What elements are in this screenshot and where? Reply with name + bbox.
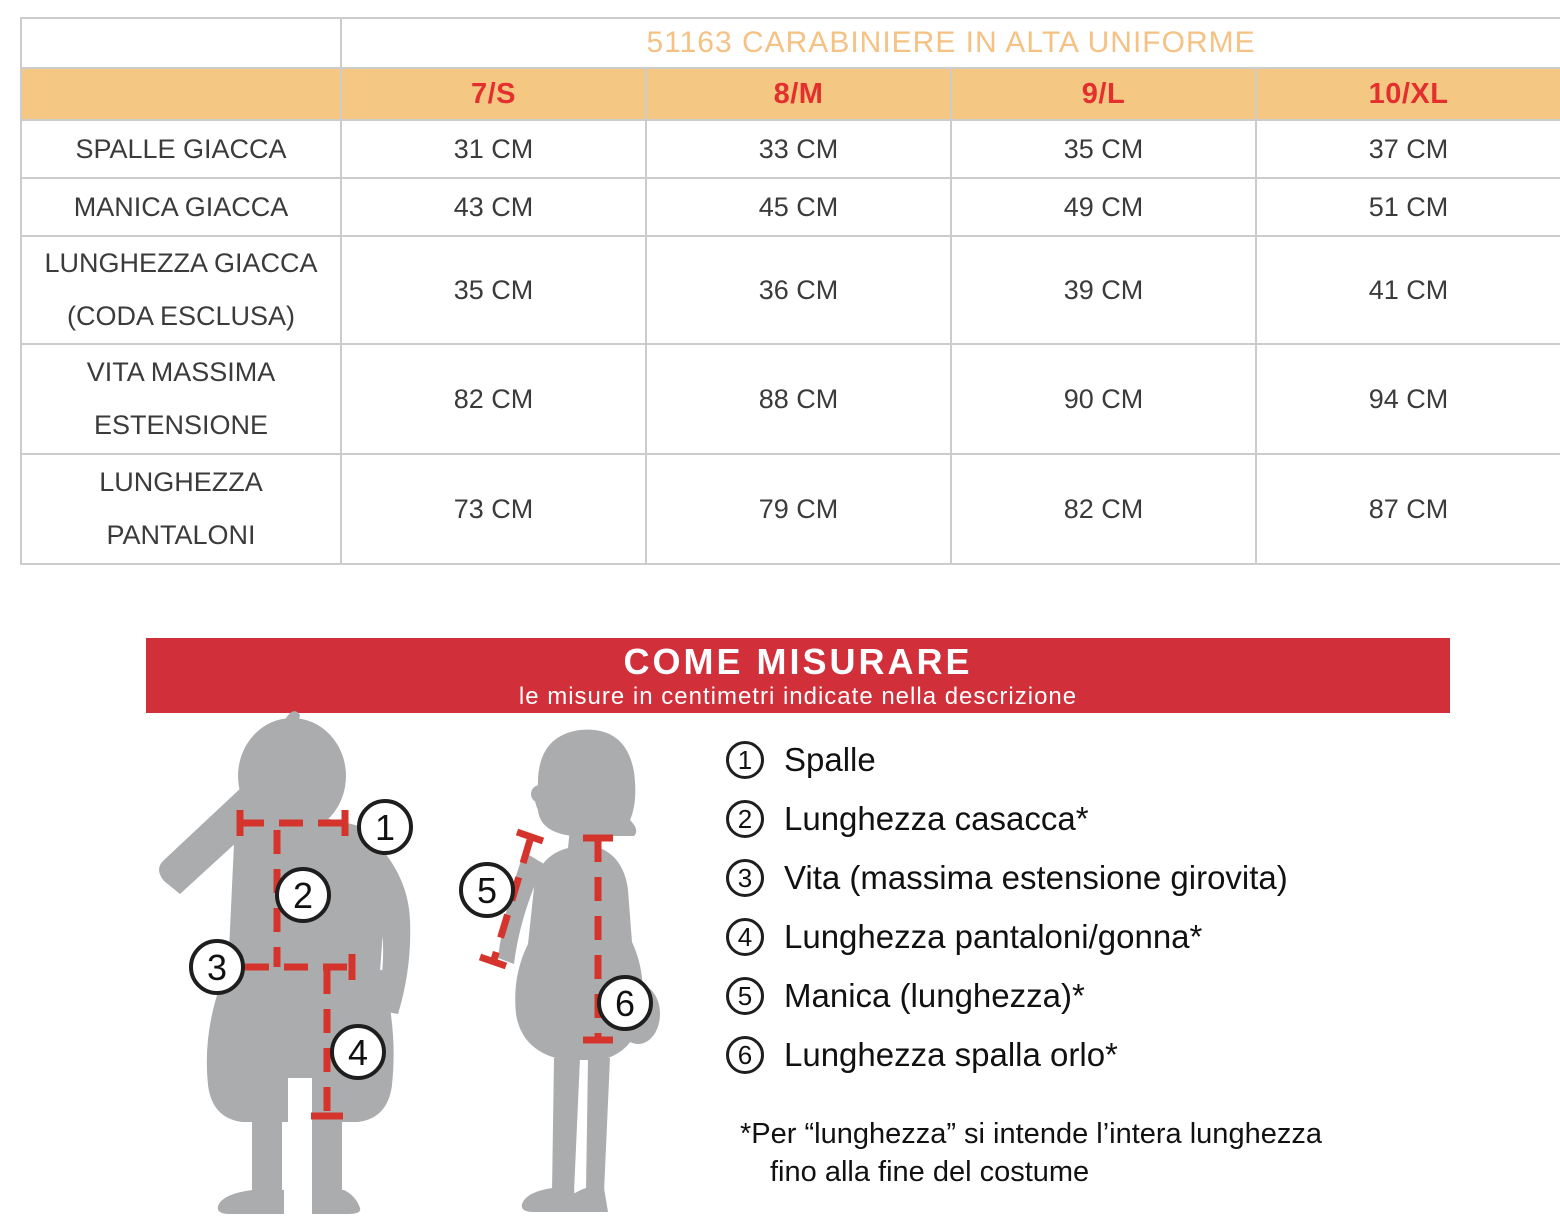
list-marker-6: 6: [726, 1036, 764, 1074]
list-item-spalle: [726, 740, 1506, 780]
cell-value: 82 CM: [341, 344, 646, 454]
list-marker-1: 1: [726, 741, 764, 779]
cell-value: 39 CM: [951, 236, 1256, 344]
svg-text:2: 2: [292, 875, 314, 916]
svg-text:4: 4: [347, 1032, 369, 1073]
list-marker-3: 3: [726, 859, 764, 897]
banner-subtitle: le misure in centimetri indicate nella descrizione: [518, 683, 1078, 710]
product-title: 51163 CARABINIERE IN ALTA UNIFORME: [341, 18, 1560, 68]
row-label-line2: PANTALONI: [106, 520, 256, 550]
footnote-line2: fino alla fine del costume: [770, 1156, 1090, 1188]
svg-text:3: 3: [206, 947, 228, 988]
row-label-line1: LUNGHEZZA: [99, 467, 263, 497]
size-table: [20, 17, 1560, 565]
row-label: [21, 344, 341, 454]
row-lunghezza-giacca: [21, 236, 1560, 344]
row-label: [21, 236, 341, 344]
diagram-marker-6: [599, 977, 651, 1029]
cell-value: 37 CM: [1256, 120, 1560, 178]
measurement-diagram: [140, 710, 700, 1219]
row-label: [21, 178, 341, 236]
cell-value: 36 CM: [646, 236, 951, 344]
svg-text:5: 5: [476, 870, 498, 911]
cell-value: 87 CM: [1256, 454, 1560, 564]
cell-value: 31 CM: [341, 120, 646, 178]
cell-value: 45 CM: [646, 178, 951, 236]
cell-value: 49 CM: [951, 178, 1256, 236]
cell-value: 94 CM: [1256, 344, 1560, 454]
cell-value: 41 CM: [1256, 236, 1560, 344]
list-label: Lunghezza spalla orlo*: [784, 1036, 1118, 1073]
list-marker-2: 2: [726, 800, 764, 838]
diagram-marker-5: [461, 864, 513, 916]
sizes-header-empty-cell: [21, 68, 341, 120]
row-label: [21, 454, 341, 564]
list-item-vita: [726, 858, 1506, 898]
table-corner-cell: [21, 18, 341, 68]
cell-value: 88 CM: [646, 344, 951, 454]
list-marker-5: 5: [726, 977, 764, 1015]
girl-silhouette: [498, 730, 660, 1212]
list-item-manica: [726, 976, 1506, 1016]
list-label: Vita (massima estensione girovita): [784, 859, 1288, 896]
cell-value: 35 CM: [951, 120, 1256, 178]
cell-value: 51 CM: [1256, 178, 1560, 236]
title-row: [21, 18, 1560, 68]
list-item-lunghezza-spalla-orlo: [726, 1035, 1506, 1075]
svg-text:1: 1: [374, 807, 396, 848]
row-spalle-giacca: [21, 120, 1560, 178]
cell-value: 73 CM: [341, 454, 646, 564]
list-label: Lunghezza casacca*: [784, 800, 1089, 837]
measure-list: [726, 740, 1506, 1191]
row-label-line1: LUNGHEZZA GIACCA: [44, 248, 318, 278]
cell-value: 79 CM: [646, 454, 951, 564]
row-label-line2: (CODA ESCLUSA): [66, 301, 296, 331]
diagram-marker-4: [332, 1026, 384, 1078]
list-item-lunghezza-casacca: [726, 799, 1506, 839]
list-label: Lunghezza pantaloni/gonna*: [784, 918, 1203, 955]
list-label: Spalle: [784, 741, 876, 778]
row-lunghezza-pantaloni: [21, 454, 1560, 564]
come-misurare-banner: [146, 638, 1450, 713]
list-label: Manica (lunghezza)*: [784, 977, 1085, 1014]
size-col-header-7s: 7/S: [341, 68, 646, 120]
size-col-header-10xl: 10/XL: [1256, 68, 1560, 120]
cell-value: 33 CM: [646, 120, 951, 178]
diagram-marker-2: [277, 869, 329, 921]
row-label-line1: MANICA GIACCA: [73, 191, 289, 222]
row-vita-massima: [21, 344, 1560, 454]
list-marker-4: 4: [726, 918, 764, 956]
cell-value: 90 CM: [951, 344, 1256, 454]
row-label-line2: ESTENSIONE: [93, 410, 269, 440]
cell-value: 82 CM: [951, 454, 1256, 564]
sizes-header-row: [21, 68, 1560, 120]
row-label: [21, 120, 341, 178]
row-manica-giacca: [21, 178, 1560, 236]
cell-value: 35 CM: [341, 236, 646, 344]
diagram-marker-3: [191, 941, 243, 993]
row-label-line1: VITA MASSIMA: [86, 357, 276, 387]
row-label-line1: SPALLE GIACCA: [75, 133, 287, 164]
footnote: [726, 1115, 1506, 1191]
svg-text:6: 6: [614, 983, 636, 1024]
size-col-header-9l: 9/L: [951, 68, 1256, 120]
footnote-line1: *Per “lunghezza” si intende l’intera lunghezza: [740, 1118, 1322, 1150]
list-item-lunghezza-pantaloni: [726, 917, 1506, 957]
cell-value: 43 CM: [341, 178, 646, 236]
size-col-header-8m: 8/M: [646, 68, 951, 120]
diagram-marker-1: [359, 801, 411, 853]
banner-title: COME MISURARE: [623, 641, 973, 682]
